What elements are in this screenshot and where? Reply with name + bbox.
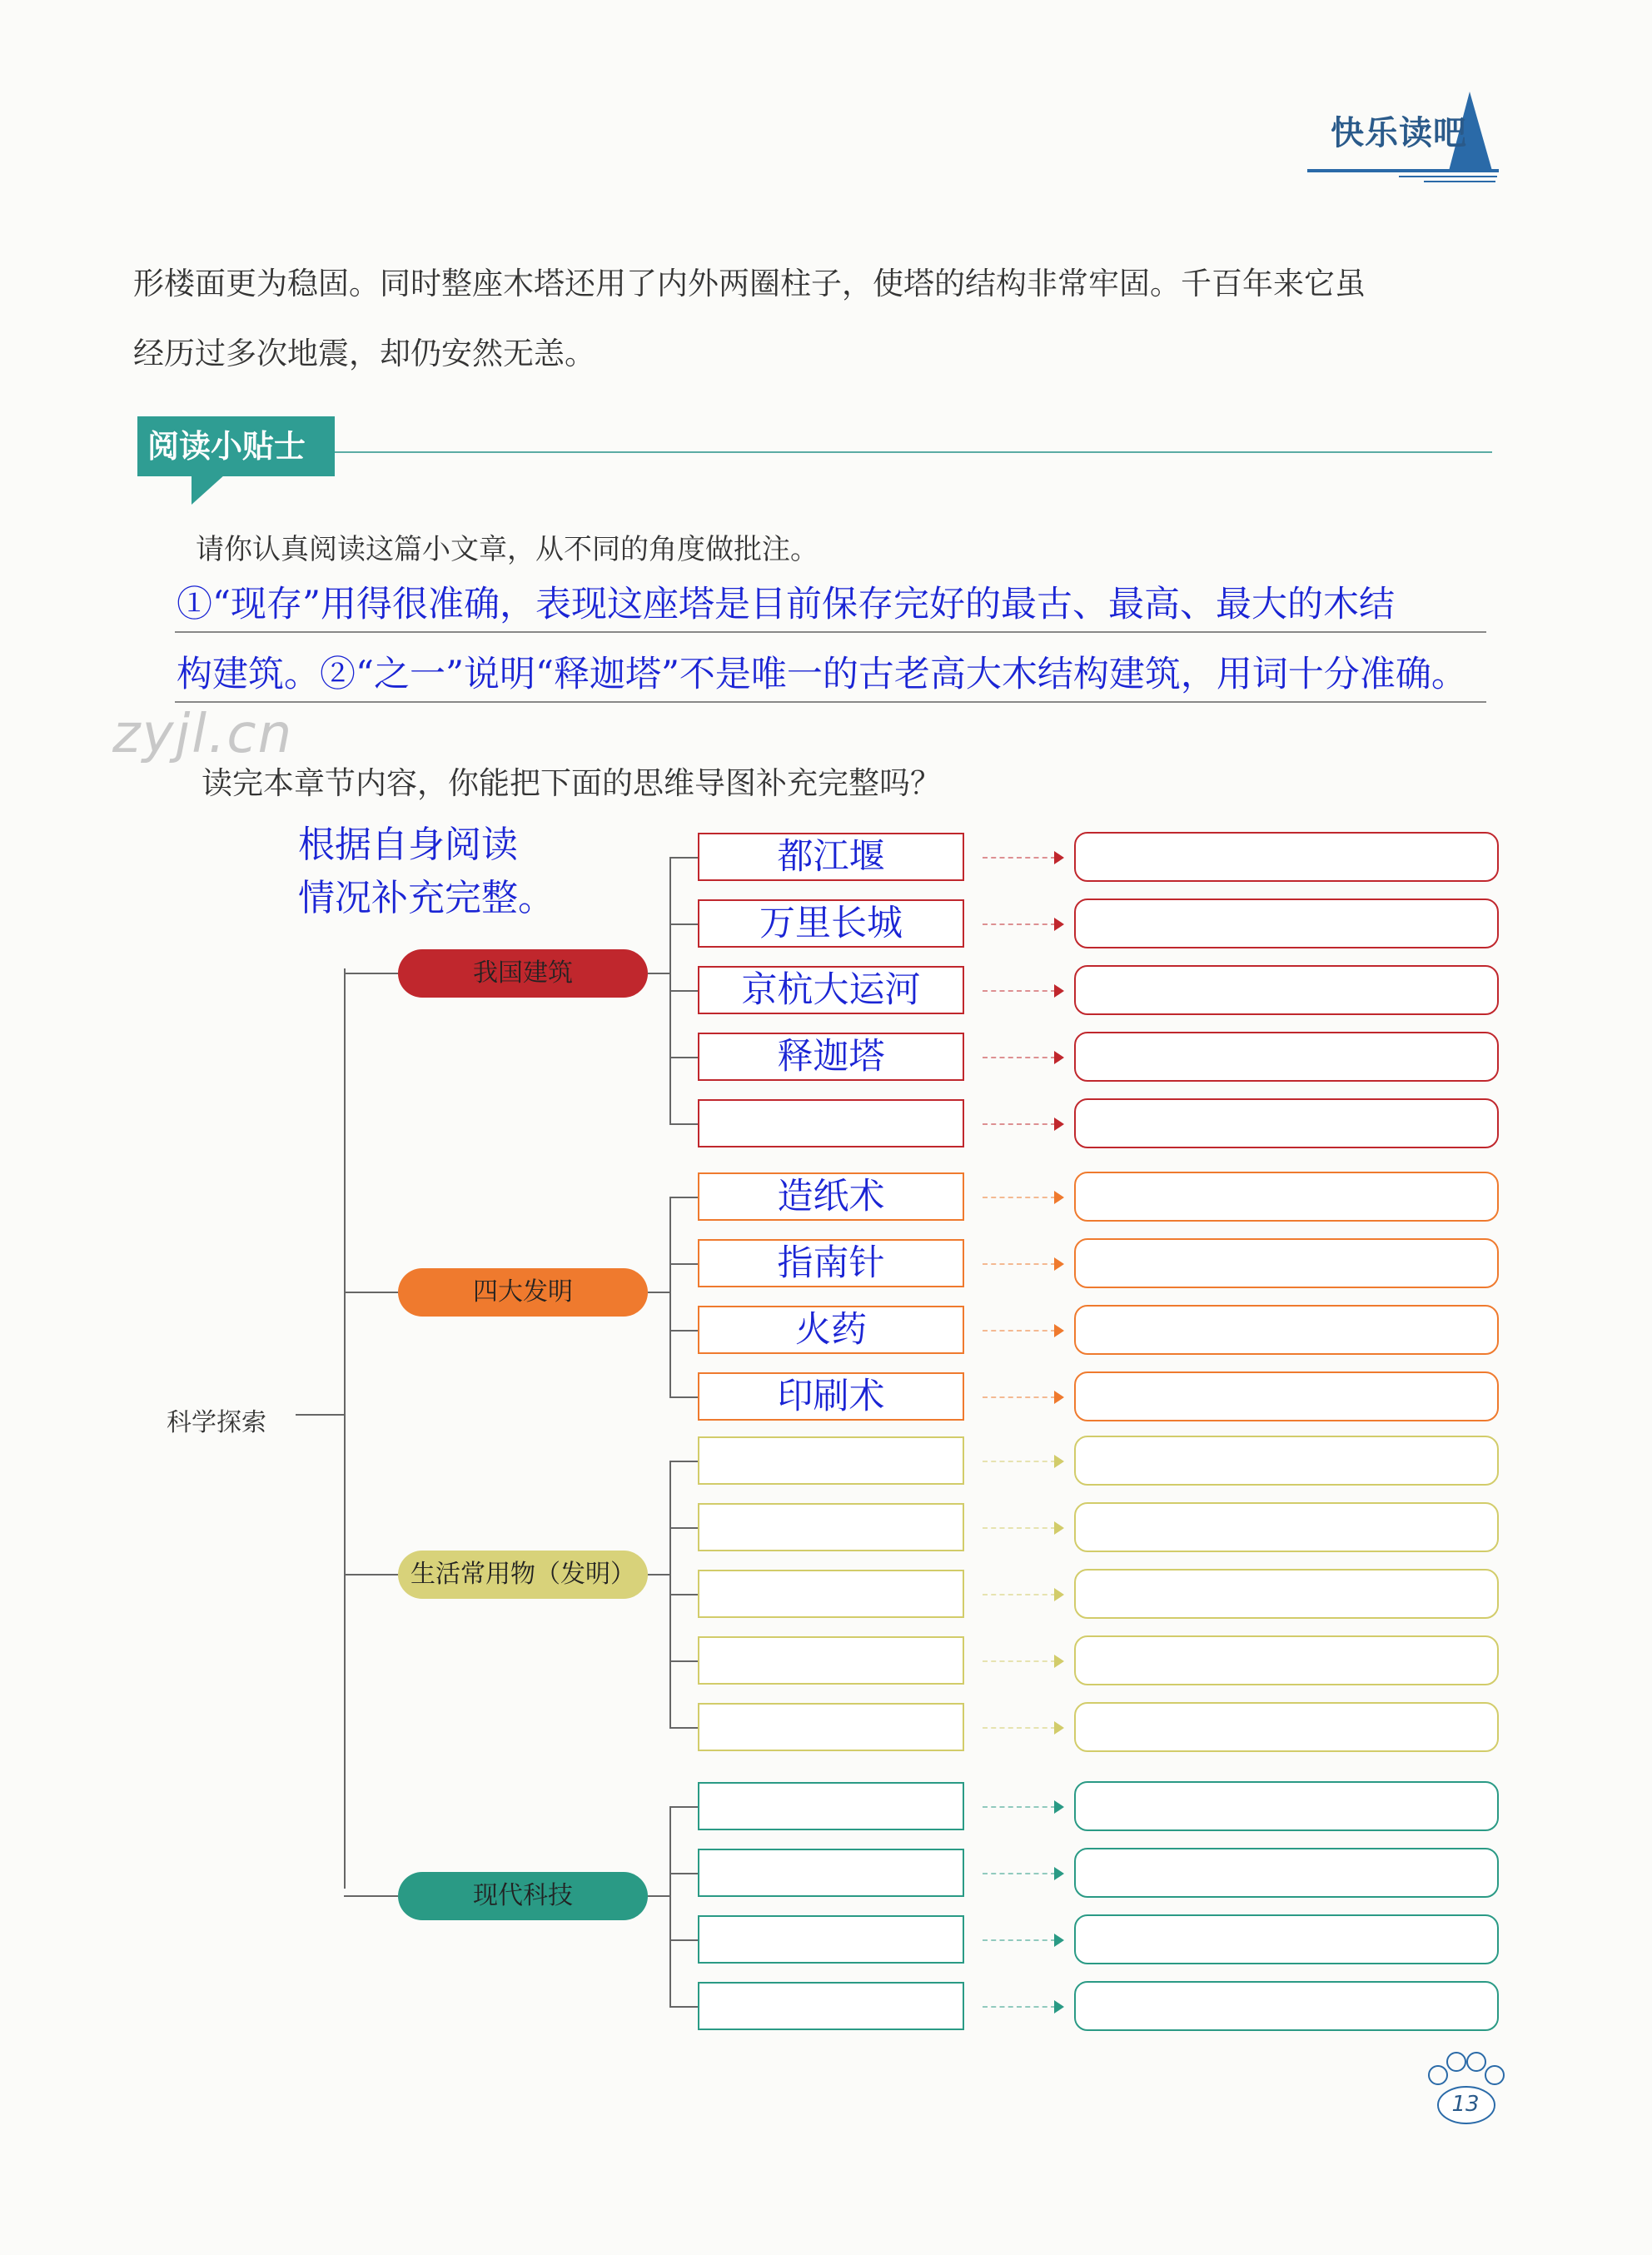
mindmap-detail-box[interactable] (1074, 1502, 1499, 1552)
body-text-line: 形楼面更为稳固。同时整座木塔还用了内外两圈柱子，使塔的结构非常牢固。千百年来它虽 (133, 266, 1366, 301)
item-connector (669, 1263, 698, 1265)
dashed-connector (983, 1263, 1056, 1265)
arrow-icon (1054, 1324, 1064, 1337)
mindmap-item-box[interactable]: 印刷术 (698, 1372, 964, 1421)
branch-connector (344, 1574, 398, 1576)
dashed-connector (983, 1594, 1056, 1595)
dashed-connector (983, 1660, 1056, 1662)
item-connector (669, 1806, 698, 1808)
arrow-icon (1054, 1051, 1064, 1064)
dashed-connector (983, 1939, 1056, 1941)
mindmap-item-box[interactable] (698, 1982, 964, 2030)
tips-prompt: 请你认真阅读这篇小文章，从不同的角度做批注。 (196, 533, 819, 566)
dashed-connector (983, 1873, 1056, 1874)
mindmap-detail-box[interactable] (1074, 1848, 1499, 1898)
item-connector (669, 1461, 698, 1462)
mindmap-detail-box[interactable] (1074, 1981, 1499, 2031)
arrow-icon (1054, 918, 1064, 931)
mindmap-detail-box[interactable] (1074, 1172, 1499, 1222)
mindmap-detail-box[interactable] (1074, 1032, 1499, 1082)
dashed-connector (983, 1461, 1056, 1462)
category-pill: 我国建筑 (398, 949, 648, 998)
mindmap-detail-box[interactable] (1074, 1702, 1499, 1752)
branch-connector (344, 1895, 398, 1897)
body-text-line: 经历过多次地震，却仍安然无恙。 (133, 336, 595, 371)
arrow-icon (1054, 1721, 1064, 1735)
item-connector (669, 2006, 698, 2008)
sub-trunk (669, 1197, 671, 1396)
dashed-connector (983, 1527, 1056, 1529)
dashed-connector (983, 2006, 1056, 2008)
mindmap-detail-box[interactable] (1074, 1914, 1499, 1964)
branch-connector (648, 1895, 669, 1897)
arrow-icon (1054, 1655, 1064, 1668)
dashed-connector (983, 990, 1056, 992)
divider (335, 451, 1492, 453)
item-connector (669, 1939, 698, 1941)
item-connector (669, 1660, 698, 1662)
dashed-connector (983, 1396, 1056, 1398)
handwritten-answer-line: 构建筑。②“之一”说明“释迦塔”不是唯一的古老高大木结构建筑，用词十分准确。 (177, 654, 1467, 695)
arrow-icon (1054, 1257, 1064, 1271)
mindmap-item-box[interactable] (698, 1703, 964, 1751)
arrow-icon (1054, 1191, 1064, 1204)
mindmap-detail-box[interactable] (1074, 1635, 1499, 1685)
handwritten-note: 情况补充完整。 (298, 877, 555, 919)
mindmap-item-box[interactable]: 京杭大运河 (698, 966, 964, 1014)
mindmap-item-box[interactable]: 火药 (698, 1306, 964, 1354)
category-pill: 现代科技 (398, 1872, 648, 1920)
mindmap-item-box[interactable] (698, 1503, 964, 1551)
item-connector (669, 1727, 698, 1729)
mindmap-item-box[interactable] (698, 1636, 964, 1685)
mindmap-prompt: 读完本章节内容，你能把下面的思维导图补充完整吗？ (202, 765, 941, 801)
dashed-connector (983, 1330, 1056, 1332)
branch-connector (344, 1292, 398, 1293)
item-connector (669, 857, 698, 859)
mindmap-item-box[interactable]: 造纸术 (698, 1172, 964, 1221)
branch-connector (648, 1292, 669, 1293)
answer-underline (175, 701, 1486, 703)
mindmap-item-box[interactable]: 释迦塔 (698, 1033, 964, 1081)
arrow-icon (1054, 1118, 1064, 1131)
item-connector (669, 923, 698, 925)
mindmap-item-box[interactable] (698, 1782, 964, 1830)
root-connector (296, 1414, 346, 1416)
item-connector (669, 1057, 698, 1058)
category-pill: 生活常用物（发明） (398, 1551, 648, 1599)
item-connector (669, 1527, 698, 1529)
arrow-icon (1054, 1391, 1064, 1404)
branch-connector (344, 973, 398, 974)
mindmap-detail-box[interactable] (1074, 1436, 1499, 1486)
mindmap-item-box[interactable]: 万里长城 (698, 899, 964, 948)
dashed-connector (983, 857, 1056, 859)
mindmap-item-box[interactable]: 都江堰 (698, 833, 964, 881)
handwritten-note: 根据自身阅读 (298, 824, 518, 866)
item-connector (669, 1594, 698, 1595)
mindmap-item-box[interactable]: 指南针 (698, 1239, 964, 1287)
item-connector (669, 1330, 698, 1332)
arrow-icon (1054, 1588, 1064, 1601)
sub-trunk (669, 1806, 671, 2006)
mindmap-detail-box[interactable] (1074, 899, 1499, 948)
answer-underline (175, 631, 1486, 633)
arrow-icon (1054, 2000, 1064, 2014)
mindmap-detail-box[interactable] (1074, 1098, 1499, 1148)
item-connector (669, 1873, 698, 1874)
handwritten-answer-line: ①“现存”用得很准确，表现这座塔是目前保存完好的最古、最高、最大的木结 (177, 584, 1395, 625)
mindmap-detail-box[interactable] (1074, 1781, 1499, 1831)
mindmap-detail-box[interactable] (1074, 965, 1499, 1015)
arrow-icon (1054, 1867, 1064, 1880)
mindmap-item-box[interactable] (698, 1849, 964, 1897)
dashed-connector (983, 1123, 1056, 1125)
mindmap-item-box[interactable] (698, 1099, 964, 1147)
mindmap-detail-box[interactable] (1074, 832, 1499, 882)
mindmap-item-box[interactable] (698, 1570, 964, 1618)
section-title: 快乐读吧 (1331, 114, 1467, 152)
reading-tips-tail (192, 475, 225, 505)
item-connector (669, 1123, 698, 1125)
dashed-connector (983, 1727, 1056, 1729)
category-pill: 四大发明 (398, 1268, 648, 1317)
watermark: zyjl.cn (112, 704, 294, 765)
item-connector (669, 1197, 698, 1198)
dashed-connector (983, 923, 1056, 925)
arrow-icon (1054, 1800, 1064, 1814)
arrow-icon (1054, 851, 1064, 864)
mindmap-item-box[interactable] (698, 1915, 964, 1964)
arrow-icon (1054, 1521, 1064, 1535)
page-number: 13 (1451, 2092, 1480, 2117)
mindmap-root: 科学探索 (167, 1408, 266, 1437)
root-trunk (344, 968, 346, 1889)
arrow-icon (1054, 984, 1064, 998)
mindmap-detail-box[interactable] (1074, 1305, 1499, 1355)
dashed-connector (983, 1057, 1056, 1058)
branch-connector (648, 973, 669, 974)
arrow-icon (1054, 1934, 1064, 1947)
mindmap-item-box[interactable] (698, 1436, 964, 1485)
item-connector (669, 1396, 698, 1398)
branch-connector (648, 1574, 669, 1576)
reading-tips-title: 阅读小贴士 (137, 416, 335, 476)
dashed-connector (983, 1806, 1056, 1808)
arrow-icon (1054, 1455, 1064, 1468)
item-connector (669, 990, 698, 992)
dashed-connector (983, 1197, 1056, 1198)
mindmap-detail-box[interactable] (1074, 1238, 1499, 1288)
mindmap-detail-box[interactable] (1074, 1371, 1499, 1421)
mindmap-detail-box[interactable] (1074, 1569, 1499, 1619)
